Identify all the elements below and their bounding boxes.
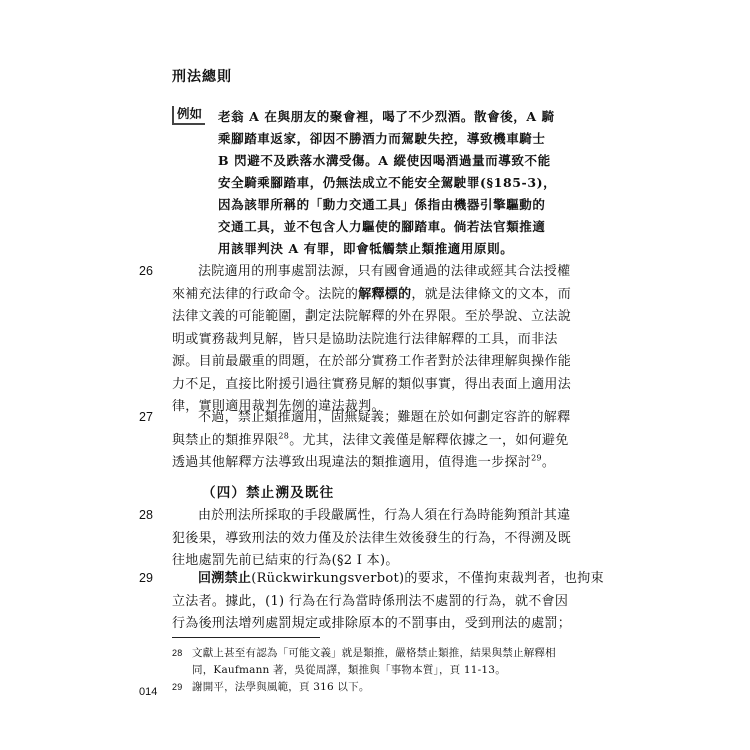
paragraph-line: 源。目前最嚴重的問題，在於部分實務工作者對於法律理解與操作能 [172,354,572,369]
example-text [218,106,593,260]
paragraph-line [172,568,604,591]
text-span: 透過其他解釋方法導致出現違法的類推適用，值得進一步探討 [172,455,532,470]
example-line: 安全騎乘腳踏車，仍無法成立不能安全駕駛罪(§185-3)， [218,175,557,190]
footnote-number: 29 [172,682,183,692]
example-line: 老翁 A 在與朋友的聚會裡，喝了不少烈酒。散會後，A 騎 [218,109,555,124]
paragraph-28 [172,505,590,573]
paragraph-number: 29 [139,571,153,585]
paragraph-27 [172,407,590,475]
example-line: 用該罪判決 A 有罪，即會牴觸禁止類推適用原則。 [218,241,514,256]
page-number: 014 [139,686,158,698]
paragraph-line: 立法者。據此，(1) 行為在行為當時係刑法不處罰的行為，就不會因 [172,593,569,609]
footnote-text: 謝開平，法學與風範，頁 316 以下。 [192,681,370,693]
footnote-line: 同，Kaufmann 著，吳從周譯，類推與「事物本質」，頁 11-13。 [192,664,506,676]
example-line: 因為該罪所稱的「動力交通工具」係指由機器引擎驅動的 [218,197,546,212]
text-span: 。 [541,455,556,470]
footnote-divider [172,637,320,638]
text-span: 與禁止的類推界限 [172,432,279,448]
paragraph-number: 26 [139,264,153,278]
emphasis-term: 回溯禁止 [198,571,252,586]
paragraph-26 [172,261,590,419]
example-tag: 例如 [172,106,205,125]
footnote-line [172,679,590,696]
paragraph-line: 法院適用的刑事處罰法源，只有國會通過的法律或經其合法授權 [198,264,571,279]
footnote-text: 文獻上甚至有認為「可能文義」就是類推，嚴格禁止類推，結果與禁止解釋相 [192,647,556,659]
paragraph-line: 由於刑法所採取的手段嚴厲性，行為人須在行為時能夠預計其違 [198,508,571,523]
paragraph-line: 不過，禁止類推適用，固無疑義；難題在於如何劃定容許的解釋 [198,410,571,425]
footnote-line [172,645,590,662]
paragraph-29 [172,568,604,636]
example-line: B 閃避不及跌落水溝受傷。A 縱使因喝酒過量而導致不能 [218,153,551,168]
running-header: 刑法總則 [172,69,232,85]
paragraph-line: 犯後果，導致刑法的效力僅及於法律生效後發生的行為，不得溯及既 [172,530,572,546]
paragraph-line: 力不足，直接比附援引過往實務見解的類似事實，得出表面上適用法 [172,376,572,392]
paragraph-line: 律，實則適用裁判先例的違法裁判。 [172,399,385,414]
emphasis-term: 解釋標的 [358,286,412,302]
paragraph-line: 往地處罰先前已結束的行為(§2 I 本)。 [172,553,399,568]
paragraph-line [172,452,590,475]
paragraph-line: 行為後刑法增列處罰規定或排除原本的不罰事由，受到刑法的處罰； [172,616,572,631]
paragraph-line [172,284,590,307]
text-span: 來補充法律的行政命令。法院的 [172,286,359,302]
paragraph-number: 28 [139,508,153,522]
example-line: 交通工具，並不包含人力驅使的腳踏車。倘若法官類推適 [218,219,546,234]
paragraph-line: 明或實務裁判見解，皆只是協助法院進行法律解釋的工具，而非法 [172,331,558,347]
footnote-number: 28 [172,648,183,658]
text-span: (Rückwirkungsverbot)的要求，不僅拘束裁判者，也拘束 [251,571,604,586]
footnote-ref[interactable]: 28 [278,431,290,441]
example-line: 乘腳踏車返家，卻因不勝酒力而駕駛失控，導致機車騎士 [218,131,546,146]
footnotes [172,645,590,696]
section-heading: （四）禁止溯及既往 [202,485,335,501]
text-span: 。尤其，法律文義僅是解釋依據之一，如何避免 [289,432,569,448]
text-span: ，就是法律條文的文本，而 [411,286,572,302]
paragraph-line: 法律文義的可能範圍，劃定法院解釋的外在界限。至於學說、立法說 [172,309,572,324]
paragraph-number: 27 [139,410,153,424]
footnote-ref[interactable]: 29 [531,453,542,463]
paragraph-line [172,430,590,453]
